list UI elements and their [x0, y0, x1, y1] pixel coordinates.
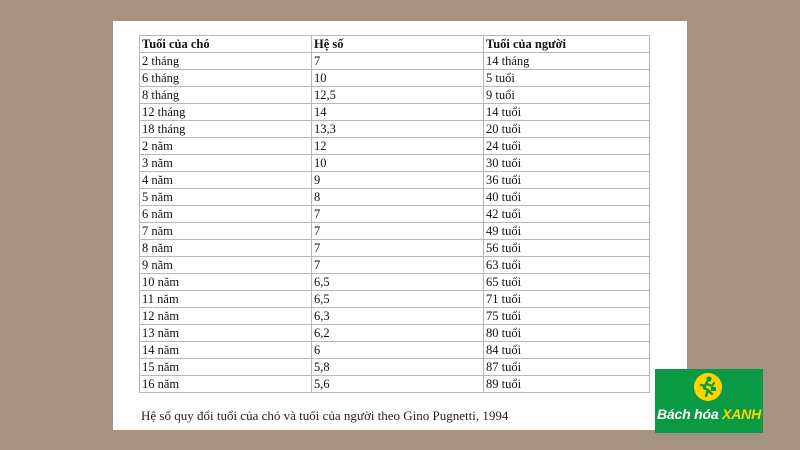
table-row — [140, 359, 650, 376]
cell-coefficient: 6,3 — [312, 308, 484, 325]
cell-coefficient: 7 — [312, 257, 484, 274]
cell-dog-age: 15 năm — [140, 359, 312, 376]
cell-coefficient: 10 — [312, 70, 484, 87]
cell-human-age: 80 tuổi — [484, 325, 650, 342]
table-row — [140, 172, 650, 189]
document-page — [113, 21, 761, 430]
cell-coefficient: 12,5 — [312, 87, 484, 104]
table-row — [140, 308, 650, 325]
logo-text — [655, 406, 763, 422]
cell-dog-age: 6 năm — [140, 206, 312, 223]
cell-human-age: 89 tuổi — [484, 376, 650, 393]
cell-dog-age: 4 năm — [140, 172, 312, 189]
dog-age-table — [139, 35, 650, 393]
bach-hoa-xanh-logo — [655, 369, 763, 433]
table-row — [140, 325, 650, 342]
cell-coefficient: 5,8 — [312, 359, 484, 376]
table-row — [140, 53, 650, 70]
cell-dog-age: 8 năm — [140, 240, 312, 257]
table-row — [140, 240, 650, 257]
cell-dog-age: 18 tháng — [140, 121, 312, 138]
logo-text-main: Bách hóa — [657, 406, 723, 422]
table-row — [140, 376, 650, 393]
cell-human-age: 24 tuổi — [484, 138, 650, 155]
cell-coefficient: 7 — [312, 240, 484, 257]
cell-dog-age: 9 năm — [140, 257, 312, 274]
table-caption: Hệ số quy đổi tuổi của chó và tuổi của người theo Gino Pugnetti, 1994 — [141, 408, 509, 423]
cell-human-age: 49 tuổi — [484, 223, 650, 240]
cell-human-age: 5 tuổi — [484, 70, 650, 87]
cell-human-age: 87 tuổi — [484, 359, 650, 376]
cell-coefficient: 6,5 — [312, 274, 484, 291]
table-row — [140, 274, 650, 291]
table-row — [140, 70, 650, 87]
cell-human-age: 14 tháng — [484, 53, 650, 70]
table-row — [140, 206, 650, 223]
cell-human-age: 75 tuổi — [484, 308, 650, 325]
cell-coefficient: 7 — [312, 223, 484, 240]
cell-coefficient: 7 — [312, 53, 484, 70]
cell-dog-age: 7 năm — [140, 223, 312, 240]
table-row — [140, 189, 650, 206]
cell-human-age: 84 tuổi — [484, 342, 650, 359]
table-row — [140, 87, 650, 104]
cell-dog-age: 10 năm — [140, 274, 312, 291]
cell-dog-age: 2 tháng — [140, 53, 312, 70]
cell-dog-age: 14 năm — [140, 342, 312, 359]
cell-coefficient: 6,2 — [312, 325, 484, 342]
table-header-row — [140, 36, 650, 53]
cell-human-age: 65 tuổi — [484, 274, 650, 291]
cell-coefficient: 8 — [312, 189, 484, 206]
cell-human-age: 71 tuổi — [484, 291, 650, 308]
cell-dog-age: 3 năm — [140, 155, 312, 172]
header-human-age: Tuổi của người — [484, 36, 650, 53]
table-row — [140, 257, 650, 274]
cell-human-age: 30 tuổi — [484, 155, 650, 172]
cell-coefficient: 9 — [312, 172, 484, 189]
cell-coefficient: 12 — [312, 138, 484, 155]
cell-human-age: 36 tuổi — [484, 172, 650, 189]
table-row — [140, 291, 650, 308]
cell-human-age: 9 tuổi — [484, 87, 650, 104]
cell-dog-age: 16 năm — [140, 376, 312, 393]
cell-dog-age: 13 năm — [140, 325, 312, 342]
header-dog-age: Tuổi của chó — [140, 36, 312, 53]
cell-human-age: 40 tuổi — [484, 189, 650, 206]
cell-coefficient: 5,6 — [312, 376, 484, 393]
cell-dog-age: 12 năm — [140, 308, 312, 325]
cell-coefficient: 6 — [312, 342, 484, 359]
table-row — [140, 121, 650, 138]
logo-text-accent: XANH — [722, 406, 761, 422]
cell-dog-age: 8 tháng — [140, 87, 312, 104]
cell-dog-age: 5 năm — [140, 189, 312, 206]
cell-human-age: 56 tuổi — [484, 240, 650, 257]
cell-dog-age: 2 năm — [140, 138, 312, 155]
table-row — [140, 104, 650, 121]
cell-coefficient: 13,3 — [312, 121, 484, 138]
cell-human-age: 42 tuổi — [484, 206, 650, 223]
table-body — [140, 53, 650, 393]
cell-human-age: 14 tuổi — [484, 104, 650, 121]
table-row — [140, 155, 650, 172]
cell-human-age: 20 tuổi — [484, 121, 650, 138]
running-figure-icon — [694, 373, 722, 401]
table-row — [140, 223, 650, 240]
cell-coefficient: 7 — [312, 206, 484, 223]
table-row — [140, 138, 650, 155]
cell-coefficient: 10 — [312, 155, 484, 172]
cell-coefficient: 14 — [312, 104, 484, 121]
cell-coefficient: 6,5 — [312, 291, 484, 308]
cell-dog-age: 12 tháng — [140, 104, 312, 121]
cell-dog-age: 11 năm — [140, 291, 312, 308]
cell-human-age: 63 tuổi — [484, 257, 650, 274]
table-row — [140, 342, 650, 359]
cell-dog-age: 6 tháng — [140, 70, 312, 87]
header-coefficient: Hệ số — [312, 36, 484, 53]
